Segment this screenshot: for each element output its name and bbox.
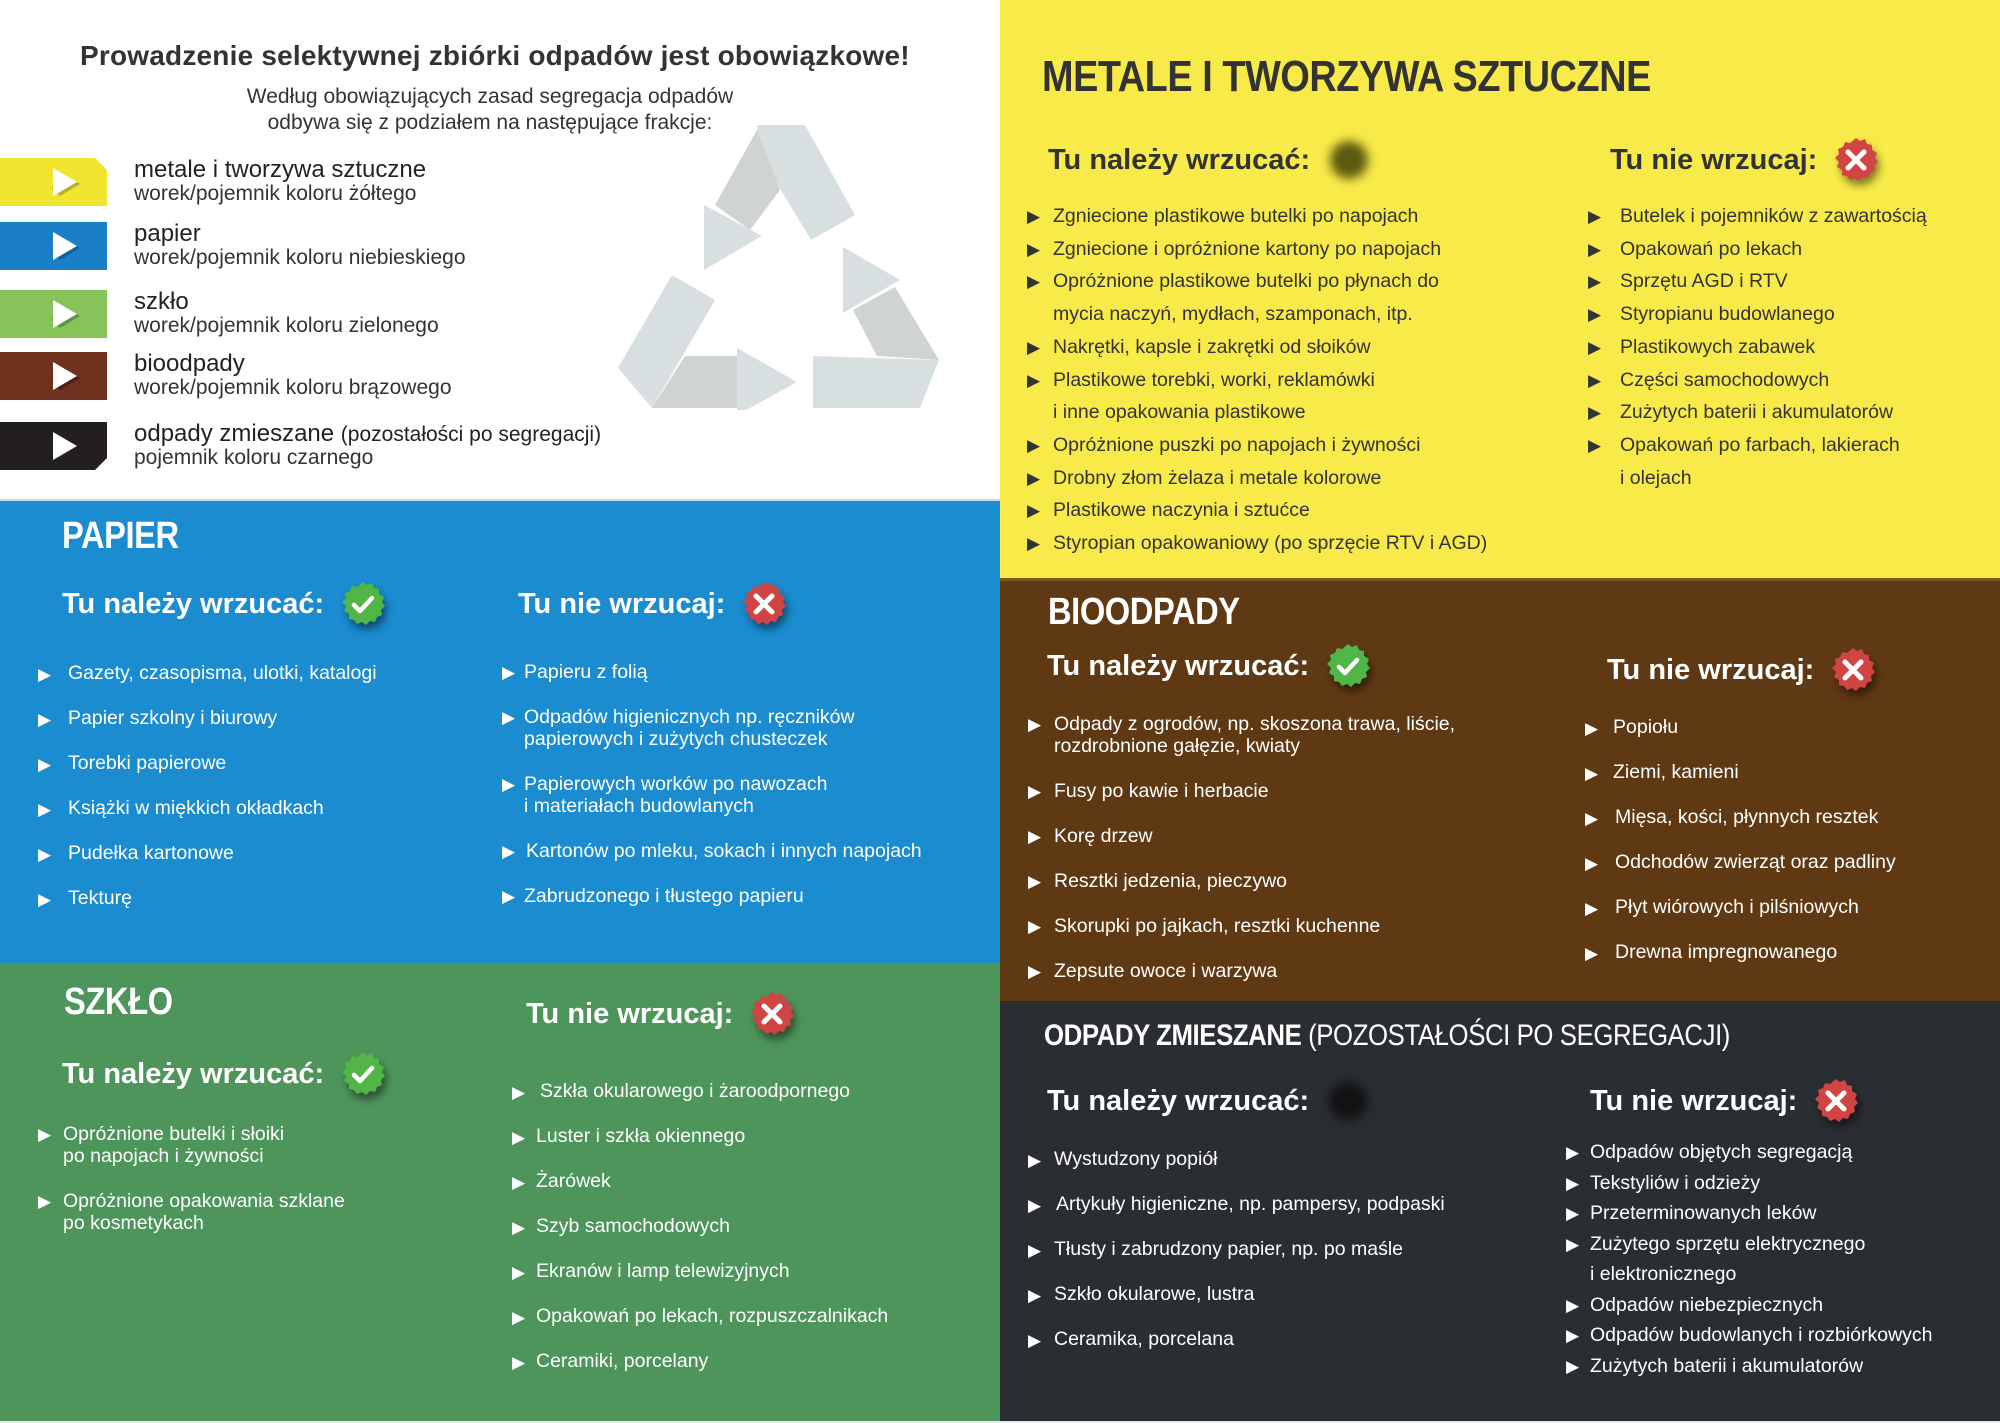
- list-item: ▶ Części samochodowych: [1588, 364, 1988, 397]
- section-bioodpady: [1000, 578, 2000, 1001]
- forbidden-list: [502, 661, 982, 907]
- forbidden-heading: Tu nie wrzucaj:: [1610, 137, 1879, 183]
- list-item: ▶ Opróżnione puszki po napojach i żywności: [1027, 429, 1587, 462]
- check-badge-icon: [1325, 643, 1371, 689]
- list-item: ▶ Wystudzony popiół: [1028, 1137, 1548, 1182]
- list-item: ▶ Nakrętki, kapsle i zakrętki od słoików: [1027, 331, 1587, 364]
- green-tag-icon: [0, 290, 107, 338]
- list-item: ▶ Odpadów niebezpiecznych: [1566, 1290, 1996, 1321]
- list-item: ▶ Luster i szkła okiennego: [512, 1114, 972, 1159]
- section-title-main: ODPADY ZMIESZANE: [1044, 1019, 1302, 1052]
- legend-item-metale: metale i tworzywa sztuczne worek/pojemnik koloru żółtego: [0, 158, 700, 206]
- allowed-heading: Tu należy wrzucać:: [62, 1051, 386, 1097]
- list-item: ▶ Styropian opakowaniowy (po sprzęcie RTV i AGD): [1027, 527, 1587, 560]
- list-item: ▶ Ekranów i lamp telewizyjnych: [512, 1249, 972, 1294]
- section-szklo: [0, 963, 1000, 1421]
- check-badge-icon: [340, 1051, 386, 1097]
- list-item: ▶ Szkło okularowe, lustra: [1028, 1272, 1548, 1317]
- allowed-list: [1027, 200, 1587, 560]
- list-item: ▶ Odpadów objętych segregacją: [1566, 1137, 1996, 1168]
- blue-tag-icon: [0, 222, 107, 270]
- list-item: ▶ Tekturę: [38, 876, 478, 921]
- list-item: ▶ Płyt wiórowych i pilśniowych: [1585, 885, 1985, 930]
- allowed-list: [38, 651, 478, 921]
- cross-badge-icon: [1813, 1078, 1859, 1124]
- list-item: ▶ Szkła okularowego i żaroodpornego: [512, 1069, 972, 1114]
- list-item: ▶ Skorupki po jajkach, resztki kuchenne: [1028, 915, 1548, 937]
- section-title: METALE I TWORZYWA SZTUCZNE: [1042, 52, 1651, 101]
- list-item: ▶ Książki w miękkich okładkach: [38, 786, 478, 831]
- list-item: ▶ Zużytych baterii i akumulatorów: [1588, 396, 1988, 429]
- black-tag-icon: [0, 422, 107, 470]
- list-item: ▶ Żarówek: [512, 1159, 972, 1204]
- allowed-heading: Tu należy wrzucać:: [1047, 643, 1371, 689]
- intro-subtitle-line1: Według obowiązujących zasad segregacja odpadów: [246, 85, 734, 108]
- list-item: ▶ Resztki jedzenia, pieczywo: [1028, 870, 1548, 892]
- list-item: ▶ Ceramiki, porcelany: [512, 1339, 972, 1384]
- list-item: ▶ Tekstyliów i odzieży: [1566, 1168, 1996, 1199]
- allowed-list: [1028, 713, 1548, 982]
- forbidden-list: [1588, 200, 1988, 494]
- list-item: ▶ Gazety, czasopisma, ulotki, katalogi: [38, 651, 478, 696]
- page-title: Prowadzenie selektywnej zbiórki odpadów jest obowiązkowe!: [80, 40, 910, 71]
- forbidden-list: [1585, 705, 1985, 975]
- list-item: ▶ Opróżnione butelki i słoiki po napojach i żywności: [38, 1123, 458, 1167]
- list-item: ▶ Pudełka kartonowe: [38, 831, 478, 876]
- list-item: ▶ Kartonów po mleku, sokach i innych napojach: [502, 840, 982, 862]
- list-item: ▶ Odpadów higienicznych np. ręczników papierowych i zużytych chusteczek: [502, 706, 982, 750]
- legend-item-zmieszane: odpady zmieszane (pozostałości po segregacji) pojemnik koloru czarnego: [0, 422, 700, 470]
- legend-zmieszane-paren: (pozostałości po segregacji): [340, 423, 602, 446]
- list-item: ▶ Fusy po kawie i herbacie: [1028, 780, 1548, 802]
- allowed-heading: Tu należy wrzucać:: [1048, 137, 1372, 183]
- cross-badge-icon: [1833, 137, 1879, 183]
- list-item: ▶ Opakowań po farbach, lakierach i olejach: [1588, 429, 1988, 494]
- list-item: ▶ Opakowań po lekach: [1588, 233, 1988, 266]
- list-item: ▶ Opróżnione opakowania szklane po kosmetykach: [38, 1190, 458, 1234]
- list-item: ▶ Papierowych worków po nawozach i materiałach budowlanych: [502, 773, 982, 817]
- list-item: ▶ Mięsa, kości, płynnych resztek: [1585, 795, 1985, 840]
- legend-item-papier: papier worek/pojemnik koloru niebieskiego: [0, 222, 700, 270]
- intro-panel: [0, 0, 1000, 499]
- list-item: ▶ Zgniecione i opróżnione kartony po napojach: [1027, 233, 1587, 266]
- check-badge-icon: [1326, 137, 1372, 183]
- forbidden-list: [1566, 1137, 1996, 1381]
- list-item: ▶ Opakowań po lekach, rozpuszczalnikach: [512, 1294, 972, 1339]
- list-item: ▶ Tłusty i zabrudzony papier, np. po maśle: [1028, 1227, 1548, 1272]
- list-item: ▶ Sprzętu AGD i RTV: [1588, 265, 1988, 298]
- allowed-list: [1028, 1137, 1548, 1362]
- list-item: ▶ Zabrudzonego i tłustego papieru: [502, 885, 982, 907]
- list-item: ▶ Ceramika, porcelana: [1028, 1317, 1548, 1362]
- allowed-heading: Tu należy wrzucać:: [62, 581, 386, 627]
- check-badge-icon: [1325, 1078, 1371, 1124]
- list-item: ▶ Zgniecione plastikowe butelki po napojach: [1027, 200, 1587, 233]
- list-item: ▶ Drewna impregnowanego: [1585, 930, 1985, 975]
- forbidden-heading: Tu nie wrzucaj:: [1607, 647, 1876, 693]
- legend-item-bioodpady: bioodpady worek/pojemnik koloru brązowego: [0, 352, 700, 400]
- legend-item-szklo: szkło worek/pojemnik koloru zielonego: [0, 290, 700, 338]
- cross-badge-icon: [1830, 647, 1876, 693]
- forbidden-list: [512, 1069, 972, 1384]
- list-item: ▶ Butelek i pojemników z zawartością: [1588, 200, 1988, 233]
- list-item: ▶ Zużytych baterii i akumulatorów: [1566, 1351, 1996, 1382]
- list-item: ▶ Papier szkolny i biurowy: [38, 696, 478, 741]
- legend-zmieszane-name: odpady zmieszane: [134, 420, 335, 447]
- list-item: ▶ Odchodów zwierząt oraz padliny: [1585, 840, 1985, 885]
- section-metale: [1000, 0, 2000, 578]
- list-item: ▶ Styropianu budowlanego: [1588, 298, 1988, 331]
- section-papier: [0, 499, 1000, 963]
- list-item: ▶ Zepsute owoce i warzywa: [1028, 960, 1548, 982]
- list-item: ▶ Zużytego sprzętu elektrycznego i elektronicznego: [1566, 1229, 1996, 1290]
- list-item: ▶ Szyb samochodowych: [512, 1204, 972, 1249]
- section-title: SZKŁO: [64, 981, 173, 1023]
- cross-badge-icon: [749, 991, 795, 1037]
- cross-badge-icon: [741, 581, 787, 627]
- list-item: ▶ Odpady z ogrodów, np. skoszona trawa, liście, rozdrobnione gałęzie, kwiaty: [1028, 713, 1548, 757]
- list-item: ▶ Drobny złom żelaza i metale kolorowe: [1027, 462, 1587, 495]
- brown-tag-icon: [0, 352, 107, 400]
- section-title: BIOODPADY: [1048, 591, 1240, 633]
- check-badge-icon: [340, 581, 386, 627]
- section-title: [1044, 1019, 1730, 1053]
- section-title: PAPIER: [62, 515, 179, 557]
- yellow-tag-icon: [0, 158, 107, 206]
- list-item: ▶ Plastikowe torebki, worki, reklamówki i inne opakowania plastikowe: [1027, 364, 1587, 429]
- list-item: ▶ Przeterminowanych leków: [1566, 1198, 1996, 1229]
- section-title-suffix: (POZOSTAŁOŚCI PO SEGREGACJI): [1308, 1019, 1730, 1052]
- allowed-heading: Tu należy wrzucać:: [1047, 1078, 1371, 1124]
- forbidden-heading: Tu nie wrzucaj:: [526, 991, 795, 1037]
- list-item: ▶ Papieru z folią: [502, 661, 982, 683]
- list-item: ▶ Popiołu: [1585, 705, 1985, 750]
- list-item: ▶ Artykuły higieniczne, np. pampersy, podpaski: [1028, 1182, 1548, 1227]
- section-zmieszane: [1000, 1001, 2000, 1421]
- list-item: ▶ Plastikowych zabawek: [1588, 331, 1988, 364]
- allowed-list: [38, 1123, 458, 1234]
- forbidden-heading: Tu nie wrzucaj:: [1590, 1078, 1859, 1124]
- list-item: ▶ Korę drzew: [1028, 825, 1548, 847]
- list-item: ▶ Odpadów budowlanych i rozbiórkowych: [1566, 1320, 1996, 1351]
- forbidden-heading: Tu nie wrzucaj:: [518, 581, 787, 627]
- list-item: ▶ Plastikowe naczynia i sztućce: [1027, 494, 1587, 527]
- list-item: ▶ Ziemi, kamieni: [1585, 750, 1985, 795]
- intro-subtitle-line2: odbywa się z podziałem na następujące frakcje:: [267, 111, 713, 134]
- list-item: ▶ Opróżnione plastikowe butelki po płynach do mycia naczyń, mydłach, szamponach, itp.: [1027, 265, 1587, 330]
- list-item: ▶ Torebki papierowe: [38, 741, 478, 786]
